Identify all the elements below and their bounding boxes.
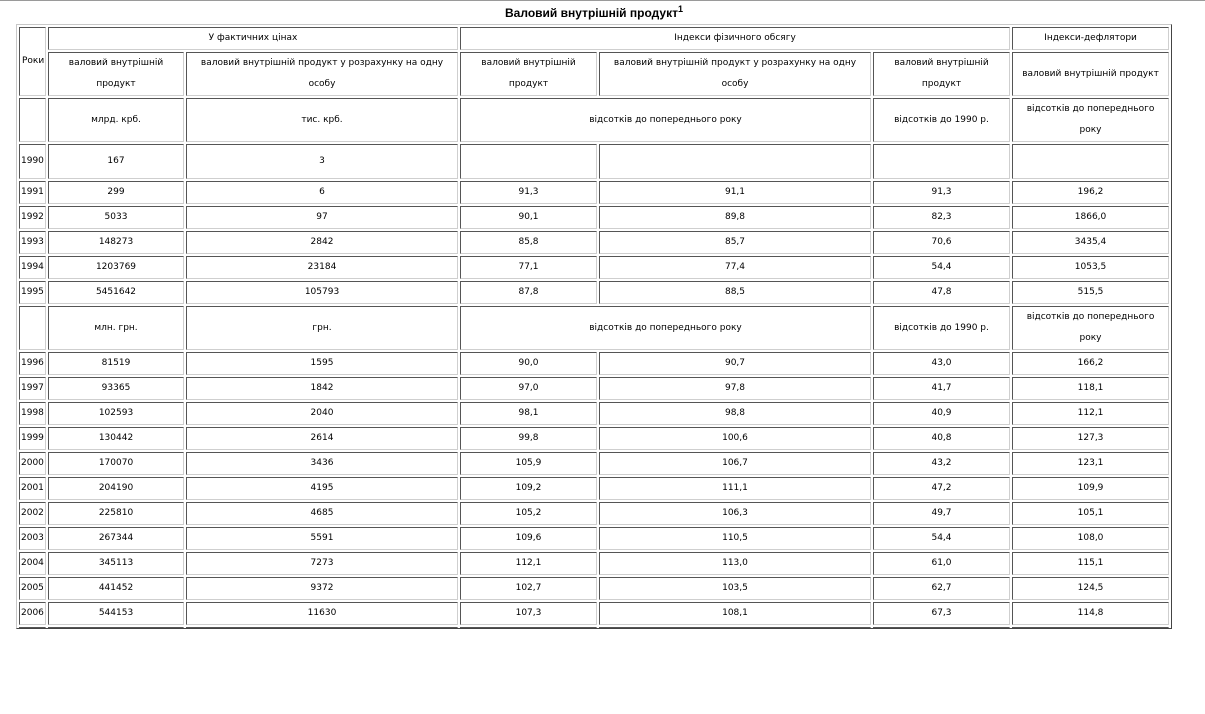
empty-cell [873, 627, 1010, 629]
deflator-cell: 105,1 [1012, 502, 1169, 525]
unit-deflator-prev-year: відсотків до попереднього року [1012, 306, 1169, 350]
header-gdp-physical: валовий внутрішній продукт [460, 52, 597, 96]
units-row-hryvnia [19, 306, 1169, 350]
gdp-per-capita-index-cell [599, 144, 871, 179]
unit-gdp-actual: млрд. крб. [48, 98, 184, 142]
gdp-index-cell: 87,8 [460, 281, 597, 304]
unit-physical-prev-year: відсотків до попереднього року [460, 306, 871, 350]
gdp-value-cell: 544153 [48, 602, 184, 625]
gdp-value-cell: 81519 [48, 352, 184, 375]
deflator-cell: 112,1 [1012, 402, 1169, 425]
gdp-value-cell: 148273 [48, 231, 184, 254]
empty-cell [48, 627, 184, 629]
year-cell: 1999 [19, 427, 46, 450]
gdp-value-cell: 1203769 [48, 256, 184, 279]
empty-cell [186, 627, 458, 629]
header-gdp-per-capita-physical: валовий внутрішній продукт у розрахунку на одну особу [599, 52, 871, 96]
unit-deflator-prev-year: відсотків до попереднього року [1012, 98, 1169, 142]
gdp-index-1990-cell: 40,9 [873, 402, 1010, 425]
gdp-per-capita-index-cell: 106,3 [599, 502, 871, 525]
deflator-cell: 109,9 [1012, 477, 1169, 500]
year-cell: 1993 [19, 231, 46, 254]
deflator-cell: 118,1 [1012, 377, 1169, 400]
units-year-cell [19, 98, 46, 142]
gdp-value-cell: 204190 [48, 477, 184, 500]
gdp-index-1990-cell: 91,3 [873, 181, 1010, 204]
gdp-value-cell: 5033 [48, 206, 184, 229]
gdp-index-1990-cell: 47,2 [873, 477, 1010, 500]
gdp-value-cell: 167 [48, 144, 184, 179]
header-gdp-deflator: валовий внутрішній продукт [1012, 52, 1169, 96]
gdp-index-cell: 105,9 [460, 452, 597, 475]
deflator-cell: 196,2 [1012, 181, 1169, 204]
header-gdp-actual: валовий внутрішній продукт [48, 52, 184, 96]
gdp-index-cell: 90,1 [460, 206, 597, 229]
unit-physical-1990: відсотків до 1990 р. [873, 98, 1010, 142]
gdp-value-cell: 267344 [48, 527, 184, 550]
top-divider [0, 0, 1205, 1]
gdp-per-capita-index-cell: 97,8 [599, 377, 871, 400]
gdp-table-frame [16, 24, 1172, 629]
table-row [19, 577, 1169, 600]
gdp-value-cell: 225810 [48, 502, 184, 525]
units-row-karbovanets [19, 98, 1169, 142]
gdp-index-1990-cell: 61,0 [873, 552, 1010, 575]
deflator-cell: 1053,5 [1012, 256, 1169, 279]
unit-physical-1990: відсотків до 1990 р. [873, 306, 1010, 350]
deflator-cell: 515,5 [1012, 281, 1169, 304]
table-row [19, 281, 1169, 304]
gdp-per-capita-index-cell: 111,1 [599, 477, 871, 500]
table-row [19, 144, 1169, 179]
gdp-per-capita-cell: 3436 [186, 452, 458, 475]
table-row [19, 377, 1169, 400]
gdp-index-cell: 91,3 [460, 181, 597, 204]
gdp-index-1990-cell: 43,0 [873, 352, 1010, 375]
gdp-per-capita-cell: 97 [186, 206, 458, 229]
table-row [19, 402, 1169, 425]
gdp-value-cell: 299 [48, 181, 184, 204]
table-row [19, 206, 1169, 229]
gdp-per-capita-cell: 4195 [186, 477, 458, 500]
gdp-per-capita-index-cell: 113,0 [599, 552, 871, 575]
gdp-value-cell: 170070 [48, 452, 184, 475]
gdp-per-capita-index-cell: 100,6 [599, 427, 871, 450]
table-row [19, 552, 1169, 575]
gdp-value-cell: 345113 [48, 552, 184, 575]
gdp-per-capita-index-cell: 110,5 [599, 527, 871, 550]
deflator-cell: 115,1 [1012, 552, 1169, 575]
table-row [19, 181, 1169, 204]
gdp-per-capita-cell: 2040 [186, 402, 458, 425]
gdp-index-1990-cell: 49,7 [873, 502, 1010, 525]
header-row-groups [19, 27, 1169, 50]
gdp-per-capita-cell: 11630 [186, 602, 458, 625]
table-row [19, 352, 1169, 375]
table-row [19, 502, 1169, 525]
gdp-index-cell: 105,2 [460, 502, 597, 525]
table-row [19, 527, 1169, 550]
gdp-index-cell: 99,8 [460, 427, 597, 450]
year-cell: 1997 [19, 377, 46, 400]
header-actual-prices: У фактичних цінах [48, 27, 458, 50]
year-cell: 2001 [19, 477, 46, 500]
year-cell: 1990 [19, 144, 46, 179]
gdp-per-capita-index-cell: 90,7 [599, 352, 871, 375]
gdp-index-1990-cell: 41,7 [873, 377, 1010, 400]
year-cell: 1996 [19, 352, 46, 375]
deflator-cell: 114,8 [1012, 602, 1169, 625]
year-cell: 1991 [19, 181, 46, 204]
gdp-index-cell: 90,0 [460, 352, 597, 375]
year-cell: 1992 [19, 206, 46, 229]
deflator-cell: 3435,4 [1012, 231, 1169, 254]
deflator-cell: 124,5 [1012, 577, 1169, 600]
gdp-index-1990-cell: 47,8 [873, 281, 1010, 304]
unit-gdp-per-capita: грн. [186, 306, 458, 350]
gdp-per-capita-cell: 6 [186, 181, 458, 204]
year-cell: 2006 [19, 602, 46, 625]
gdp-index-cell: 97,0 [460, 377, 597, 400]
year-cell: 1998 [19, 402, 46, 425]
table-row [19, 256, 1169, 279]
gdp-per-capita-cell: 1842 [186, 377, 458, 400]
units-year-cell [19, 306, 46, 350]
deflator-cell [1012, 144, 1169, 179]
gdp-per-capita-cell: 2842 [186, 231, 458, 254]
year-cell: 1994 [19, 256, 46, 279]
gdp-per-capita-index-cell: 89,8 [599, 206, 871, 229]
gdp-index-cell: 85,8 [460, 231, 597, 254]
cut-off-row [19, 627, 1169, 629]
title-footnote-mark: 1 [677, 4, 683, 14]
year-cell: 2005 [19, 577, 46, 600]
gdp-index-1990-cell: 40,8 [873, 427, 1010, 450]
gdp-index-cell [460, 144, 597, 179]
gdp-per-capita-cell: 4685 [186, 502, 458, 525]
gdp-index-1990-cell: 54,4 [873, 527, 1010, 550]
gdp-index-cell: 98,1 [460, 402, 597, 425]
page-title [16, 5, 1172, 21]
table-row [19, 231, 1169, 254]
gdp-per-capita-index-cell: 98,8 [599, 402, 871, 425]
gdp-value-cell: 93365 [48, 377, 184, 400]
page-title-text: Валовий внутрішній продукт [505, 6, 678, 20]
gdp-index-1990-cell [873, 144, 1010, 179]
empty-cell [599, 627, 871, 629]
gdp-table [17, 25, 1171, 629]
deflator-cell: 166,2 [1012, 352, 1169, 375]
header-row-indicators [19, 52, 1169, 96]
header-years: Роки [19, 27, 46, 96]
gdp-per-capita-index-cell: 103,5 [599, 577, 871, 600]
table-row [19, 427, 1169, 450]
gdp-per-capita-index-cell: 91,1 [599, 181, 871, 204]
gdp-index-cell: 112,1 [460, 552, 597, 575]
gdp-per-capita-cell: 1595 [186, 352, 458, 375]
gdp-per-capita-cell: 9372 [186, 577, 458, 600]
gdp-index-cell: 109,2 [460, 477, 597, 500]
gdp-per-capita-cell: 7273 [186, 552, 458, 575]
gdp-index-1990-cell: 82,3 [873, 206, 1010, 229]
gdp-per-capita-index-cell: 108,1 [599, 602, 871, 625]
empty-cell [19, 627, 46, 629]
unit-physical-prev-year: відсотків до попереднього року [460, 98, 871, 142]
gdp-value-cell: 130442 [48, 427, 184, 450]
header-physical-volume-indices: Індекси фізичного обсягу [460, 27, 1010, 50]
year-cell: 2003 [19, 527, 46, 550]
gdp-value-cell: 102593 [48, 402, 184, 425]
gdp-per-capita-index-cell: 106,7 [599, 452, 871, 475]
gdp-index-1990-cell: 43,2 [873, 452, 1010, 475]
gdp-index-cell: 102,7 [460, 577, 597, 600]
header-gdp-physical-1990: валовий внутрішній продукт [873, 52, 1010, 96]
unit-gdp-actual: млн. грн. [48, 306, 184, 350]
deflator-cell: 108,0 [1012, 527, 1169, 550]
year-cell: 2002 [19, 502, 46, 525]
deflator-cell: 123,1 [1012, 452, 1169, 475]
deflator-cell: 1866,0 [1012, 206, 1169, 229]
gdp-per-capita-cell: 2614 [186, 427, 458, 450]
table-row [19, 477, 1169, 500]
gdp-index-1990-cell: 62,7 [873, 577, 1010, 600]
table-row [19, 602, 1169, 625]
gdp-per-capita-cell: 5591 [186, 527, 458, 550]
year-cell: 2000 [19, 452, 46, 475]
gdp-per-capita-cell: 3 [186, 144, 458, 179]
deflator-cell: 127,3 [1012, 427, 1169, 450]
gdp-value-cell: 441452 [48, 577, 184, 600]
gdp-index-cell: 77,1 [460, 256, 597, 279]
gdp-index-cell: 107,3 [460, 602, 597, 625]
unit-gdp-per-capita: тис. крб. [186, 98, 458, 142]
gdp-index-1990-cell: 67,3 [873, 602, 1010, 625]
gdp-index-1990-cell: 54,4 [873, 256, 1010, 279]
empty-cell [460, 627, 597, 629]
gdp-per-capita-index-cell: 88,5 [599, 281, 871, 304]
year-cell: 2004 [19, 552, 46, 575]
table-row [19, 452, 1169, 475]
empty-cell [1012, 627, 1169, 629]
gdp-per-capita-cell: 23184 [186, 256, 458, 279]
gdp-per-capita-index-cell: 85,7 [599, 231, 871, 254]
header-deflator-indices: Індекси-дефлятори [1012, 27, 1169, 50]
gdp-per-capita-cell: 105793 [186, 281, 458, 304]
gdp-index-cell: 109,6 [460, 527, 597, 550]
header-gdp-per-capita-actual: валовий внутрішній продукт у розрахунку на одну особу [186, 52, 458, 96]
gdp-value-cell: 5451642 [48, 281, 184, 304]
gdp-index-1990-cell: 70,6 [873, 231, 1010, 254]
year-cell: 1995 [19, 281, 46, 304]
gdp-per-capita-index-cell: 77,4 [599, 256, 871, 279]
